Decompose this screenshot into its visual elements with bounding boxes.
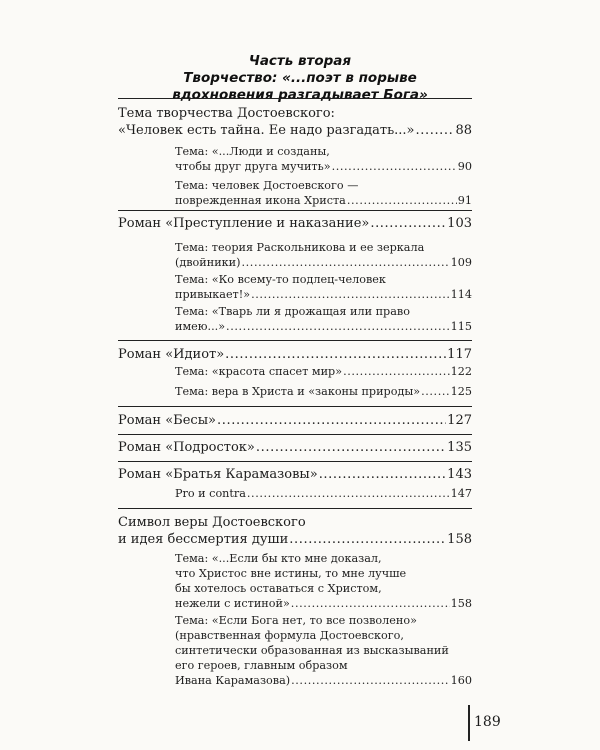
entry-text-line: (двойники) [175,256,241,269]
entry-text-line: Тема: «Если Бога нет, то все позволено» [175,614,417,627]
entry-text-line: Роман «Братья Карамазовы» [118,467,318,482]
entry-text-line: Тема: «Тварь ли я дрожащая или право [175,305,410,318]
leader-dots [370,215,446,232]
toc-entry [118,346,472,363]
entry-page-number: 127 [447,413,472,428]
entry-page-number: 109 [450,256,472,269]
divider [118,340,472,341]
entry-text-line: Ивана Карамазова) [175,674,291,687]
entry-text-line: поврежденная икона Христа [175,194,346,207]
leader-dots [291,673,450,688]
part-heading [0,53,600,104]
leader-dots [251,287,450,302]
toc-subentry [175,272,472,302]
entry-text-line: Тема: «...Люди и созданы, [175,145,330,158]
entry-text-line: Тема: «красота спасет мир» [175,365,343,378]
part-subtitle-line2: вдохновения разгадывает Бога» [172,87,428,103]
entry-text-line: бы хотелось оставаться с Христом, [175,582,382,595]
entry-text-line: его героев, главным образом [175,659,348,672]
entry-page-number: 160 [450,674,472,687]
leader-dots [343,364,450,379]
entry-text-line: Тема: человек Достоевского — [175,179,359,192]
entry-text-line: и идея бессмертия души [118,532,289,547]
entry-page-number: 88 [455,123,472,138]
toc-subentry [175,178,472,208]
divider [118,210,472,211]
entry-text-line: привыкает!» [175,288,251,301]
entry-text-line: чтобы друг друга мучить» [175,160,331,173]
divider [118,508,472,509]
entry-page-number: 158 [447,532,472,547]
toc-subentry [175,486,472,501]
part-subtitle-line1: Творчество: «...поэт в порыве [183,70,417,86]
entry-page-number: 115 [450,320,472,333]
toc-subentry [175,551,472,611]
entry-text-line: Тема: «...Если бы кто мне доказал, [175,552,382,565]
entry-text-line: Тема: «Ко всему-то подлец-человек [175,273,386,286]
toc-entry [118,439,472,456]
toc-subentry [175,384,472,399]
toc-entry [118,105,472,139]
leader-dots [421,384,450,399]
toc-entry [118,412,472,429]
entry-text-line: Тема: теория Раскольникова и ее зеркала [175,241,425,254]
toc-subentry [175,304,472,334]
toc-entry [118,514,472,548]
entry-page-number: 103 [447,216,472,231]
entry-page-number: 125 [450,385,472,398]
entry-text-line: Роман «Преступление и наказание» [118,216,370,231]
entry-page-number: 114 [450,288,472,301]
leader-dots [256,439,446,456]
entry-text-line: синтетически образованная из высказываний [175,644,449,657]
entry-page-number: 143 [447,467,472,482]
entry-text-line: Символ веры Достоевского [118,515,306,530]
toc-subentry [175,364,472,379]
leader-dots [332,159,457,174]
leader-dots [416,122,455,139]
entry-page-number: 90 [457,160,472,173]
entry-text-line: Тема творчества Достоевского: [118,106,335,121]
entry-page-number: 91 [457,194,472,207]
entry-page-number: 117 [447,347,472,362]
entry-text-line: Тема: вера в Христа и «законы природы» [175,385,421,398]
toc-entry [118,466,472,483]
toc-subentry [175,613,472,688]
entry-text-line: нежели с истиной» [175,597,290,610]
entry-text-line: имею...» [175,320,226,333]
toc-subentry [175,240,472,270]
entry-page-number: 135 [447,440,472,455]
leader-dots [241,255,449,270]
toc-subentry [175,144,472,174]
page-number: 189 [474,714,501,730]
entry-text-line: Pro и contra [175,487,246,500]
leader-dots [225,346,446,363]
entry-page-number: 147 [450,487,472,500]
divider [118,98,472,99]
leader-dots [319,466,446,483]
entry-text-line: Роман «Идиот» [118,347,225,362]
divider [118,406,472,407]
divider [118,461,472,462]
entry-text-line: Роман «Подросток» [118,440,255,455]
leader-dots [347,193,457,208]
leader-dots [289,531,446,548]
entry-page-number: 158 [450,597,472,610]
leader-dots [226,319,450,334]
entry-text-line: (нравственная формула Достоевского, [175,629,404,642]
toc-entry [118,215,472,232]
entry-page-number: 122 [450,365,472,378]
leader-dots [291,596,450,611]
entry-text-line: Роман «Бесы» [118,413,217,428]
part-title: Часть вторая [248,53,352,69]
leader-dots [247,486,450,501]
page-number-rule [468,705,470,741]
divider [118,434,472,435]
entry-text-line: что Христос вне истины, то мне лучше [175,567,407,580]
entry-text-line: «Человек есть тайна. Ее надо разгадать...» [118,123,415,138]
leader-dots [217,412,446,429]
